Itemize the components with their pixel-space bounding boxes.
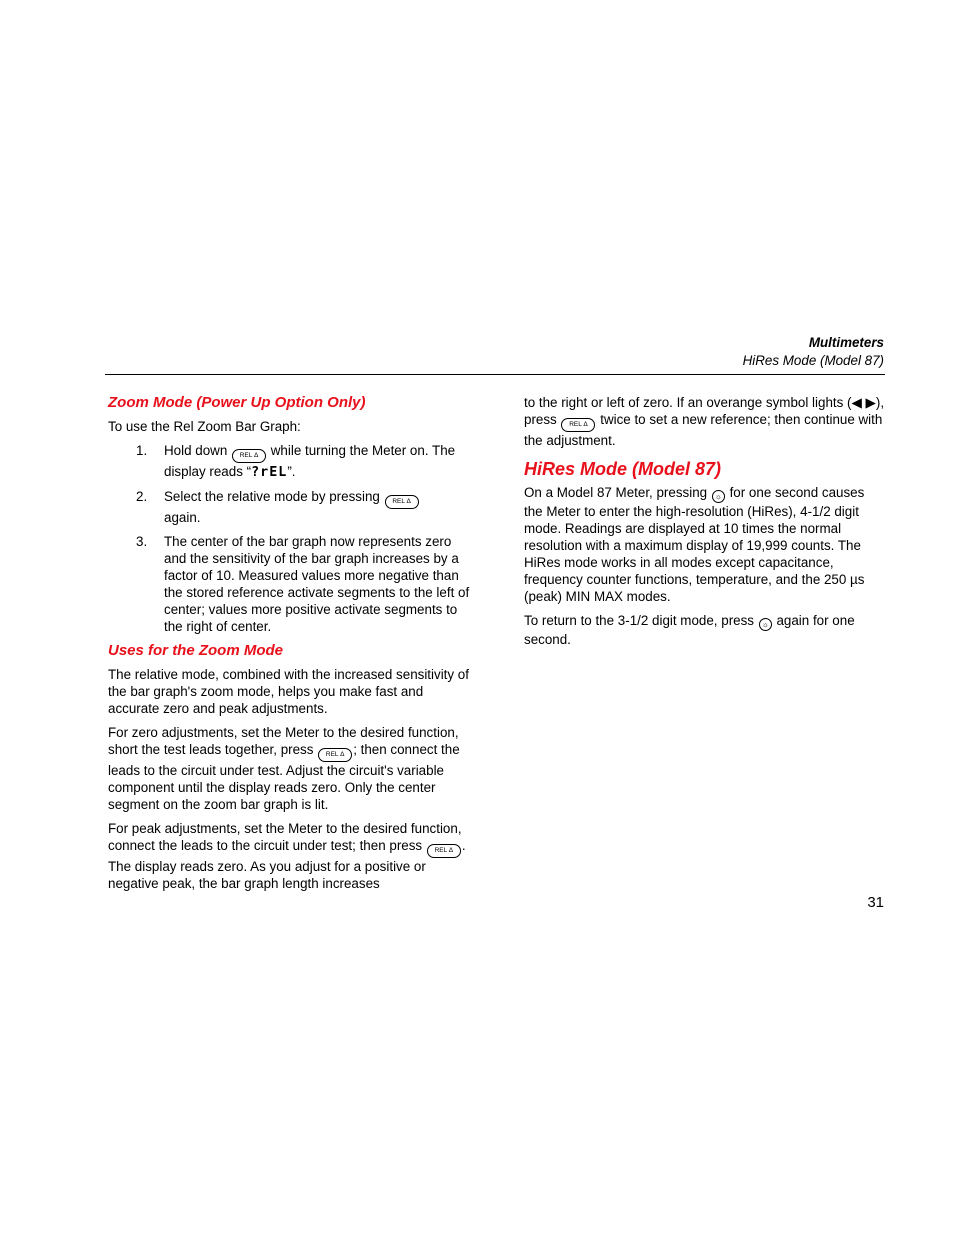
running-header-subtitle: HiRes Mode (Model 87) [742, 353, 884, 368]
rel-key-icon: REL Δ [318, 748, 352, 762]
hires-heading: HiRes Mode (Model 87) [524, 459, 722, 479]
rel-key-icon: REL Δ [427, 844, 461, 858]
step-text: ”. [287, 464, 296, 479]
header-rule [105, 374, 885, 375]
step-text: The center of the bar graph now represents zero and the sensitivity of the bar graph increases by a factor of 10. Measured values more negative than the stored reference activate segments to the left of center; values more positive activate segments to the right of center. [164, 534, 470, 634]
paragraph-text: to the right or left of zero. If an overange symbol lights ( [524, 395, 852, 410]
uses-heading: Uses for the Zoom Mode [108, 642, 284, 659]
hires-return-paragraph [524, 612, 886, 648]
step-text: Hold down [164, 443, 228, 458]
step-number: 1. [136, 443, 148, 458]
rel-display-readout: ?rEL [251, 465, 288, 480]
right-column [524, 394, 886, 655]
paragraph-text: . The display reads zero. As you adjust for a positive or negative peak, the bar graph length increases [108, 838, 466, 891]
intro-text: To use the Rel Zoom Bar Graph: [108, 419, 301, 434]
step-text: Select the relative mode by pressing [164, 489, 380, 504]
paragraph-text: To return to the 3-1/2 digit mode, press [524, 613, 754, 628]
paragraph-text: twice to set a new reference; then continue with the adjustment. [524, 412, 883, 448]
paragraph-text: On a Model 87 Meter, pressing [524, 485, 708, 500]
uses-paragraph: The relative mode, combined with the increased sensitivity of the bar graph's zoom mode, helps you make fast and accurate zero and peak adjustments. [108, 667, 469, 716]
rel-key-icon: REL Δ [232, 449, 266, 463]
step-number: 2. [136, 489, 148, 504]
step-text: again. [164, 510, 201, 525]
step-3 [108, 533, 470, 635]
paragraph-text: again for one second. [524, 613, 855, 647]
paragraph-text: For peak adjustments, set the Meter to the desired function, connect the leads to the circuit under test; then press [108, 821, 462, 853]
left-column [108, 394, 470, 899]
paragraph-text: For zero adjustments, set the Meter to the desired function, short the test leads together, press [108, 725, 459, 757]
paragraph-text: ; then connect the leads to the circuit under test. Adjust the circuit's variable component until the display reads zero. Only the center segment on the zoom bar graph is lit. [108, 742, 460, 812]
running-header-title: Multimeters [808, 335, 884, 350]
paragraph-text: for one second causes the Meter to enter the high-resolution (HiRes), 4-1/2 digit mode. Readings are displayed at 10 times the normal resolution with a maximum display of 19,999 counts. The HiRes mode works in all modes except capacitance, frequency counter functions, temperature, and the 250 µs (peak) MIN MAX modes. [524, 485, 865, 604]
zero-adjust-paragraph [108, 724, 470, 813]
paragraph-text: ), press [524, 395, 885, 427]
page-number: 31 [867, 894, 884, 911]
step-number: 3. [136, 534, 148, 549]
hires-paragraph [524, 484, 886, 605]
right-arrow-icon: ▶ [865, 395, 876, 410]
zoom-mode-heading: Zoom Mode (Power Up Option Only) [108, 394, 366, 411]
hires-button-icon: ☼ [759, 618, 772, 631]
left-arrow-icon: ◀ [851, 395, 862, 410]
steps-list [108, 442, 470, 635]
rel-key-icon: REL Δ [385, 495, 419, 509]
step-1 [108, 442, 470, 481]
hires-button-icon: ☼ [712, 490, 725, 503]
peak-adjust-paragraph [108, 820, 470, 892]
continued-paragraph [524, 394, 886, 449]
step-2 [108, 488, 470, 526]
rel-key-icon: REL Δ [561, 418, 595, 432]
step-text: while turning the Meter on. The display reads “ [164, 443, 456, 479]
